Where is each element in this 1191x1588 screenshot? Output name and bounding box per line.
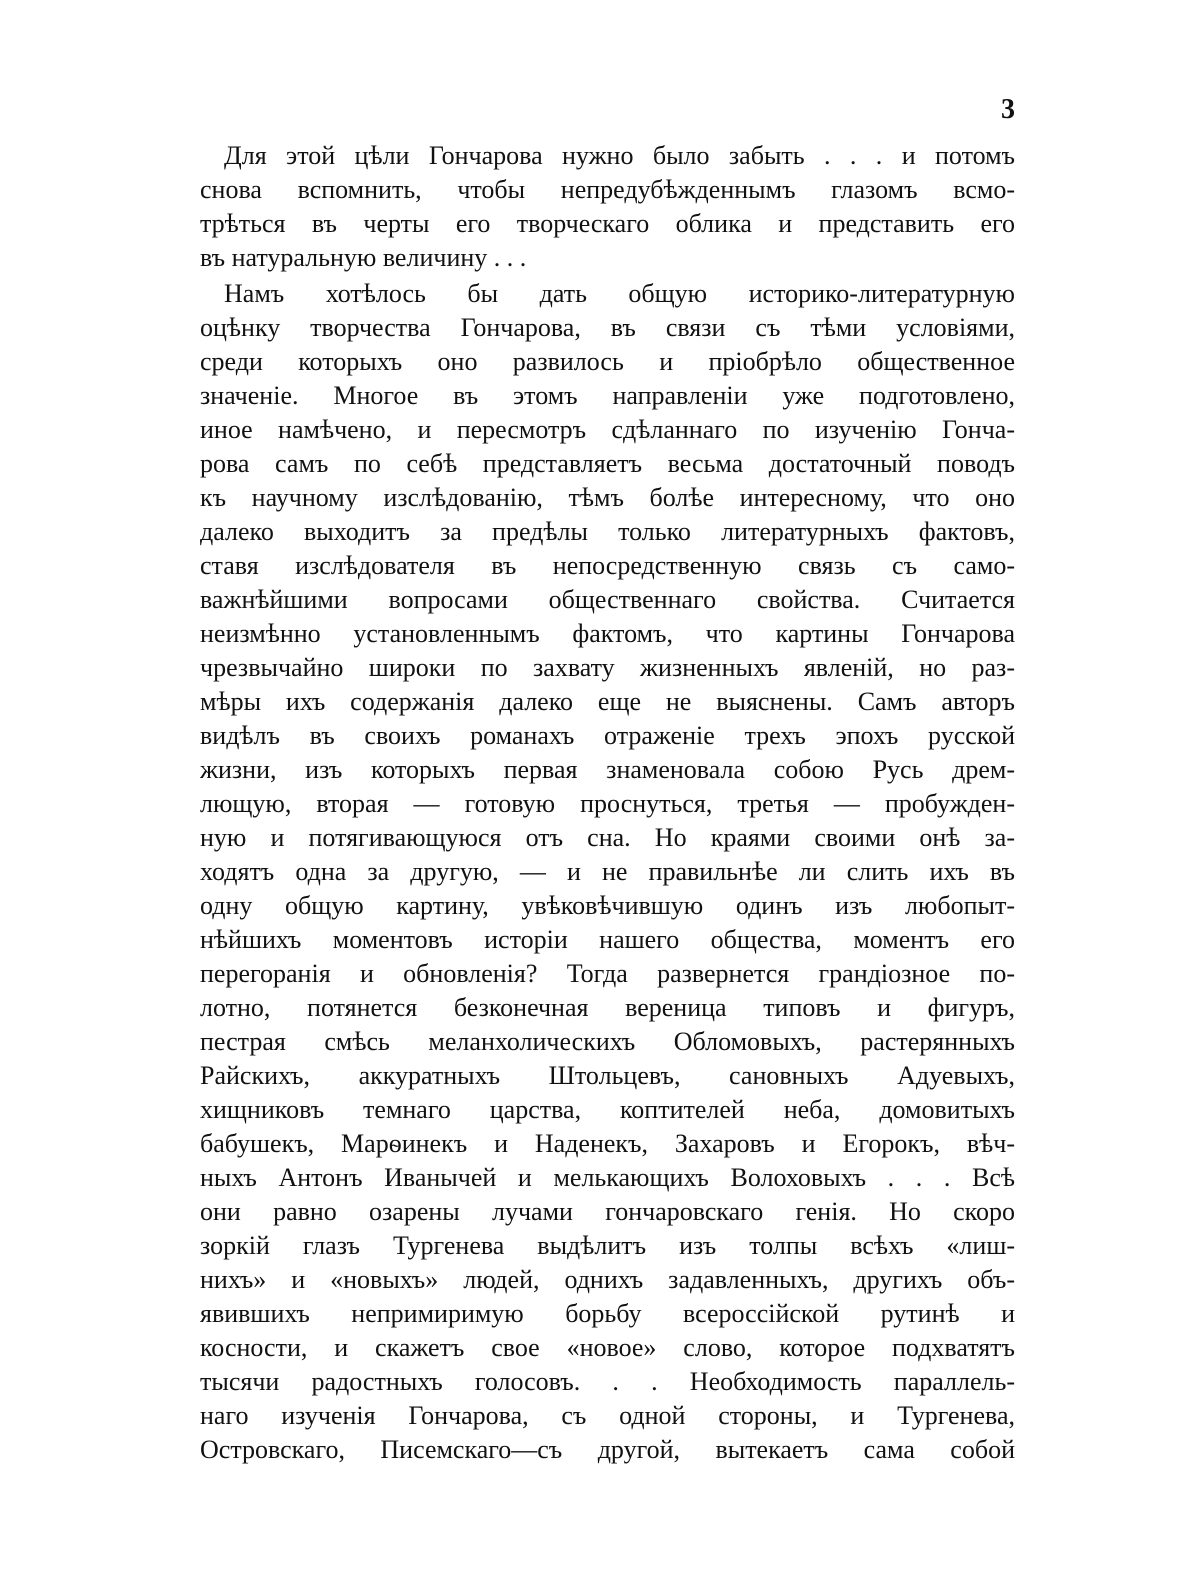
text-line: хищниковъ темнаго царства, коптителей неба, домовитыхъ	[200, 1095, 1015, 1124]
text-line: перегоранія и обновленія? Тогда развернется грандіозное по-	[200, 959, 1015, 988]
text-line: ставя изслѣдователя въ непосредственную связь съ само-	[200, 551, 1015, 580]
text-line: зоркій глазъ Тургенева выдѣлитъ изъ толпы всѣхъ «лиш-	[200, 1231, 1015, 1260]
text-line: нихъ» и «новыхъ» людей, однихъ задавленныхъ, другихъ объ-	[200, 1265, 1015, 1294]
text-line: иное намѣчено, и пересмотръ сдѣланнаго по изученію Гонча-	[200, 415, 1015, 444]
text-line: косности, и скажетъ свое «новое» слово, которое подхватятъ	[200, 1333, 1015, 1362]
text-line: лотно, потянется безконечная вереница типовъ и фигуръ,	[200, 993, 1015, 1022]
text-line: видѣлъ въ своихъ романахъ отраженіе трехъ эпохъ русской	[200, 721, 1015, 750]
text-line: тысячи радостныхъ голосовъ. . . Необходимость параллель-	[200, 1367, 1015, 1396]
text-line: нѣйшихъ моментовъ исторіи нашего общества, моментъ его	[200, 925, 1015, 954]
text-line: мѣры ихъ содержанія далеко еще не выяснены. Самъ авторъ	[200, 687, 1015, 716]
text-line: важнѣйшими вопросами общественнаго свойства. Считается	[200, 585, 1015, 614]
paragraph-1	[200, 139, 1015, 275]
text-line: Для этой цѣли Гончарова нужно было забыть . . . и потомъ	[224, 141, 1015, 170]
text-line: чрезвычайно широки по захвату жизненныхъ явленій, но раз-	[200, 653, 1015, 682]
text-line: ходятъ одна за другую, — и не правильнѣе ли слить ихъ въ	[200, 857, 1015, 886]
text-line: одну общую картину, увѣковѣчившую одинъ изъ любопыт-	[200, 891, 1015, 920]
text-line: ную и потягивающуюся отъ сна. Но краями своими онѣ за-	[200, 823, 1015, 852]
text-line: наго изученія Гончарова, съ одной стороны, и Тургенева,	[200, 1401, 1015, 1430]
text-line: пестрая смѣсь меланхолическихъ Обломовыхъ, растерянныхъ	[200, 1027, 1015, 1056]
text-line: оцѣнку творчества Гончарова, въ связи съ тѣми условіями,	[200, 313, 1015, 342]
text-line: жизни, изъ которыхъ первая знаменовала собою Русь дрем-	[200, 755, 1015, 784]
text-line: явившихъ непримиримую борьбу всероссійской рутинѣ и	[200, 1299, 1015, 1328]
text-line: бабушекъ, Марѳинекъ и Наденекъ, Захаровъ и Егорокъ, вѣч-	[200, 1129, 1015, 1158]
text-line: снова вспомнить, чтобы непредубѣжденнымъ глазомъ всмо-	[200, 175, 1015, 204]
text-line: трѣться въ черты его творческаго облика и представить его	[200, 209, 1015, 238]
page-number: 3	[1001, 94, 1015, 125]
text-line: значеніе. Многое въ этомъ направленіи уже подготовлено,	[200, 381, 1015, 410]
text-line: неизмѣнно установленнымъ фактомъ, что картины Гончарова	[200, 619, 1015, 648]
text-line: въ натуральную величину . . .	[200, 243, 527, 272]
text-line: среди которыхъ оно развилось и пріобрѣло общественное	[200, 347, 1015, 376]
text-line: Намъ хотѣлось бы дать общую историко-литературную	[224, 279, 1015, 308]
text-line: Островскаго, Писемскаго—съ другой, вытекаетъ сама собой	[200, 1435, 1015, 1464]
text-line: рова самъ по себѣ представляетъ весьма достаточный поводъ	[200, 449, 1015, 478]
text-line: далеко выходитъ за предѣлы только литературныхъ фактовъ,	[200, 517, 1015, 546]
text-line: ныхъ Антонъ Иванычей и мелькающихъ Волоховыхъ . . . Всѣ	[200, 1163, 1015, 1192]
paragraph-2	[200, 277, 1015, 1467]
text-line: они равно озарены лучами гончаровскаго генія. Но скоро	[200, 1197, 1015, 1226]
text-line: къ научному изслѣдованію, тѣмъ болѣе интересному, что оно	[200, 483, 1015, 512]
text-line: лющую, вторая — готовую проснуться, третья — пробужден-	[200, 789, 1015, 818]
text-line: Райскихъ, аккуратныхъ Штольцевъ, сановныхъ Адуевыхъ,	[200, 1061, 1015, 1090]
